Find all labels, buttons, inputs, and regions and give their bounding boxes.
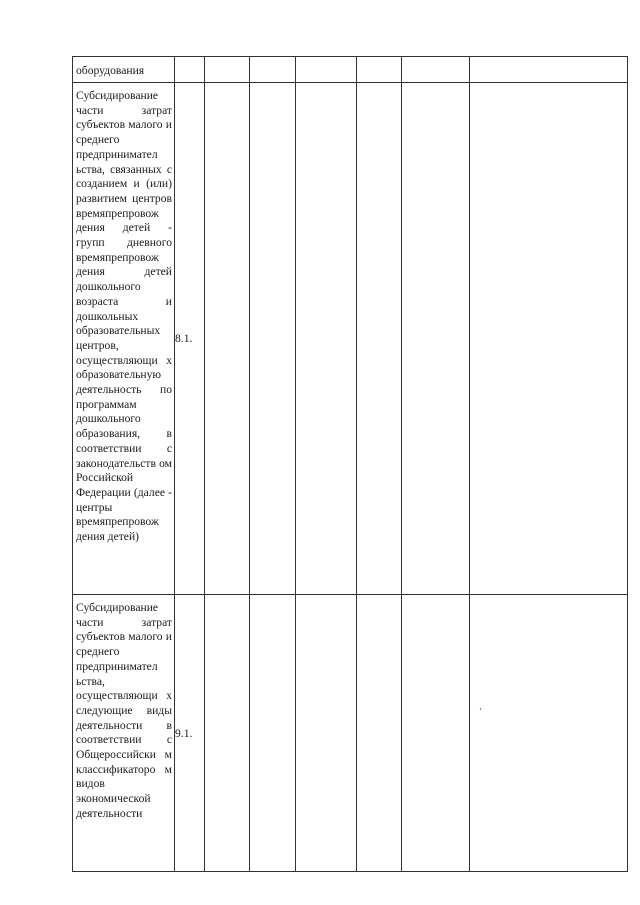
cell-number: 9.1.: [175, 595, 205, 872]
cell-empty: [296, 57, 357, 83]
data-table: [72, 56, 628, 872]
cell-empty: [357, 595, 402, 872]
cell-empty: [402, 595, 470, 872]
stray-mark: ‘: [479, 706, 482, 716]
cell-empty: [250, 595, 296, 872]
table-row: [73, 57, 628, 83]
cell-empty: [357, 57, 402, 83]
cell-empty: [296, 83, 357, 595]
cell-name: оборудования: [73, 57, 175, 83]
cell-empty: [250, 57, 296, 83]
cell-name: [73, 595, 175, 872]
cell-number: [175, 57, 205, 83]
cell-name: [73, 83, 175, 595]
row-description: Субсидирование части затрат субъектов малого и среднего предпринимател ьства, осуществляющи х следующие виды деятельности в соответствии с Общероссийски м классификаторо м видов экономической деятельности: [76, 601, 172, 820]
table-row: [73, 83, 628, 595]
cell-empty: [402, 83, 470, 595]
table-row: [73, 595, 628, 872]
cell-empty: [296, 595, 357, 872]
cell-empty: [470, 57, 628, 83]
cell-number: 8.1.: [175, 83, 205, 595]
cell-empty: [205, 57, 250, 83]
cell-empty: [470, 83, 628, 595]
cell-empty: [470, 595, 628, 872]
row-description: Субсидирование части затрат субъектов малого и среднего предпринимател ьства, связанных с созданием и (или) развитием центров времяпрепровож дения детей - групп дневного времяпрепровож дения детей дошкольного возраста и дошкольных образовательных центров, осуществляющи х образовательную деятельность по программам дошкольного образования, в соответствии с законодательств ом Российской Федерации (далее - центры времяпрепровож дения детей): [76, 89, 172, 544]
cell-empty: [205, 83, 250, 595]
cell-empty: [357, 83, 402, 595]
cell-empty: [402, 57, 470, 83]
cell-empty: [250, 83, 296, 595]
cell-empty: [205, 595, 250, 872]
